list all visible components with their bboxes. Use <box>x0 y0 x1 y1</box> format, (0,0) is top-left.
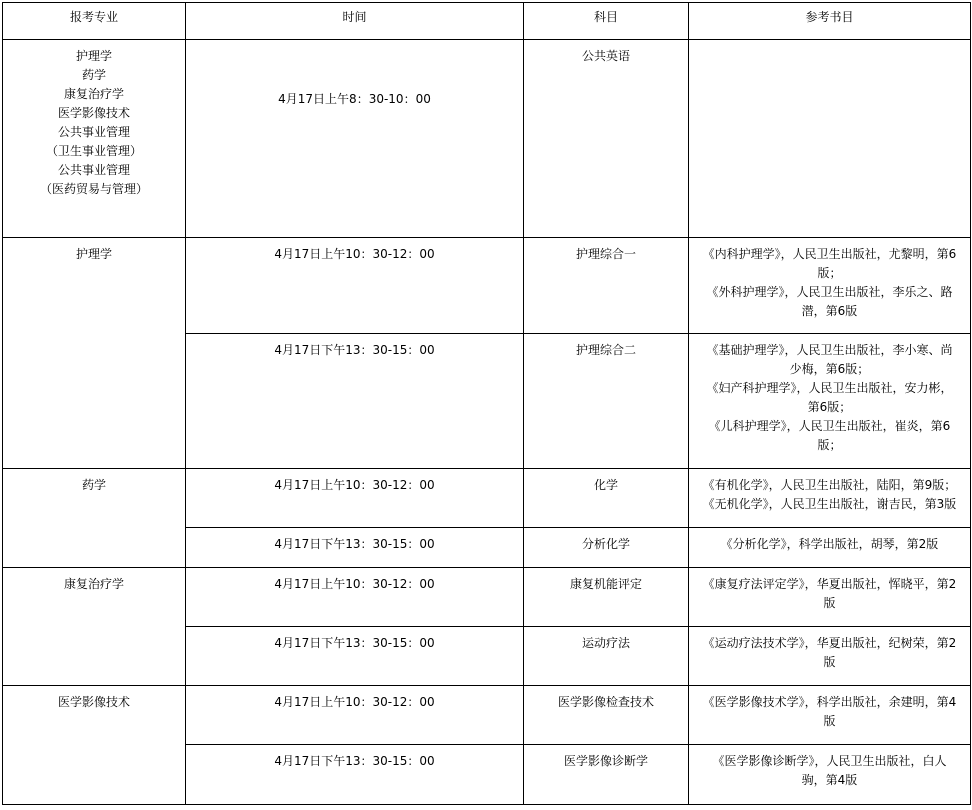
major-cell: 药学 <box>3 469 186 568</box>
references-cell <box>689 469 971 528</box>
time-cell: 4月17日上午10：30-12：00 <box>186 686 524 745</box>
subject-cell: 护理综合一 <box>524 238 689 334</box>
major-line: （卫生事业管理） <box>45 144 142 158</box>
references-cell <box>689 568 971 627</box>
references-cell <box>689 238 971 334</box>
major-line: 公共事业管理 <box>57 163 130 177</box>
table-row <box>3 238 971 334</box>
subject-cell: 公共英语 <box>524 40 689 238</box>
references-cell <box>689 334 971 469</box>
reference-line: 《医学影像技术学》，科学出版社，余建明，第4 <box>702 695 957 709</box>
time-cell: 4月17日上午10：30-12：00 <box>186 238 524 334</box>
subject-cell: 医学影像检查技术 <box>524 686 689 745</box>
references-cell <box>689 528 971 568</box>
references-cell <box>689 686 971 745</box>
major-cell <box>3 40 186 238</box>
reference-line: 《儿科护理学》，人民卫生出版社，崔炎，第6 <box>708 419 951 433</box>
reference-line: 驹，第4版 <box>801 773 858 787</box>
major-line: 护理学 <box>75 49 112 63</box>
references-cell <box>689 745 971 805</box>
reference-line: 《内科护理学》，人民卫生出版社，尤黎明，第6 <box>702 247 957 261</box>
subject-cell: 运动疗法 <box>524 627 689 686</box>
references-cell <box>689 40 971 238</box>
header-subject: 科目 <box>524 3 689 40</box>
table-row <box>3 469 971 528</box>
reference-line: 《分析化学》，科学出版社，胡琴，第2版 <box>720 537 939 551</box>
reference-line: 第6版； <box>807 400 852 414</box>
time-cell: 4月17日上午10：30-12：00 <box>186 469 524 528</box>
time-cell: 4月17日下午13：30-15：00 <box>186 528 524 568</box>
table-row <box>3 686 971 745</box>
table-row <box>3 568 971 627</box>
time-cell: 4月17日下午13：30-15：00 <box>186 334 524 469</box>
references-cell <box>689 627 971 686</box>
reference-line: 版 <box>823 596 836 610</box>
reference-line: 《外科护理学》，人民卫生出版社，李乐之、路 <box>706 285 953 299</box>
reference-line: 版 <box>823 714 836 728</box>
subject-cell: 医学影像诊断学 <box>524 745 689 805</box>
major-line: 医学影像技术 <box>57 106 130 120</box>
header-row <box>3 3 971 40</box>
reference-line: 版； <box>817 438 842 452</box>
time-cell: 4月17日上午10：30-12：00 <box>186 568 524 627</box>
header-major: 报考专业 <box>3 3 186 40</box>
major-line: 康复治疗学 <box>63 87 124 101</box>
reference-line: 《有机化学》，人民卫生出版社，陆阳，第9版； <box>702 478 957 492</box>
table-row <box>3 40 971 238</box>
major-line: （医药贸易与管理） <box>39 182 148 196</box>
exam-schedule-table <box>2 2 971 805</box>
reference-line: 版 <box>823 655 836 669</box>
header-time: 时间 <box>186 3 524 40</box>
major-cell: 医学影像技术 <box>3 686 186 805</box>
reference-line: 《基础护理学》，人民卫生出版社，李小寒、尚 <box>706 343 953 357</box>
header-references: 参考书目 <box>689 3 971 40</box>
time-cell: 4月17日下午13：30-15：00 <box>186 627 524 686</box>
reference-line: 《医学影像诊断学》，人民卫生出版社，白人 <box>712 754 947 768</box>
reference-line: 版； <box>817 266 842 280</box>
reference-line: 《运动疗法技术学》，华夏出版社，纪树荣，第2 <box>702 636 957 650</box>
time-cell: 4月17日上午8：30-10：00 <box>186 40 524 238</box>
major-line: 公共事业管理 <box>57 125 130 139</box>
subject-cell: 护理综合二 <box>524 334 689 469</box>
reference-line: 《康复疗法评定学》，华夏出版社，恽晓平，第2 <box>702 577 957 591</box>
reference-line: 《妇产科护理学》，人民卫生出版社，安力彬， <box>706 381 953 395</box>
reference-line: 少梅，第6版； <box>789 362 870 376</box>
reference-line: 《无机化学》，人民卫生出版社，谢吉民，第3版 <box>702 497 957 511</box>
time-cell: 4月17日下午13：30-15：00 <box>186 745 524 805</box>
reference-line: 潜，第6版 <box>801 304 858 318</box>
major-line: 药学 <box>81 68 106 82</box>
subject-cell: 康复机能评定 <box>524 568 689 627</box>
subject-cell: 化学 <box>524 469 689 528</box>
major-cell: 护理学 <box>3 238 186 469</box>
subject-cell: 分析化学 <box>524 528 689 568</box>
major-cell: 康复治疗学 <box>3 568 186 686</box>
